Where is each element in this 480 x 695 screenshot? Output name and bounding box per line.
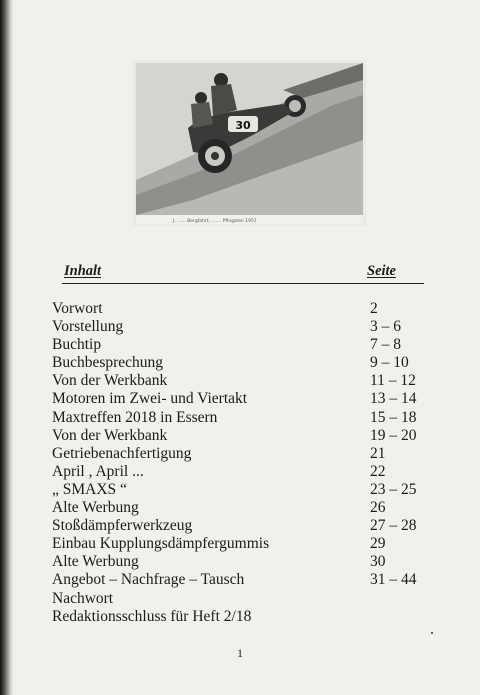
- toc-entry: [52, 445, 452, 463]
- toc-entry: [52, 499, 452, 517]
- toc-entry-title: April , April ...: [52, 462, 144, 480]
- toc-entry-page: 26: [370, 499, 386, 517]
- toc-entry-title: Getriebenachfertigung: [52, 444, 192, 462]
- page-number: 1: [237, 646, 243, 660]
- toc-entry-page: 3 – 6: [370, 318, 401, 336]
- print-speck: [431, 632, 433, 634]
- toc-entry: [52, 318, 452, 336]
- toc-entry-title: Von der Werkbank: [52, 372, 168, 390]
- toc-entry-page: 2: [370, 300, 378, 317]
- toc-entry-title: Einbau Kupplungsdämpfergummis: [52, 535, 270, 553]
- toc-entry-title: Vorstellung: [52, 318, 124, 336]
- toc-entry-title: „ SMAXS “: [52, 480, 127, 498]
- toc-header: [62, 263, 424, 284]
- toc-entry-title: Nachwort: [52, 589, 114, 607]
- toc-entry: [52, 608, 452, 626]
- toc-entry: [52, 553, 452, 571]
- toc-entry-title: Stoßdämpferwerkzeug: [52, 517, 193, 535]
- toc-entry-title: Vorwort: [52, 300, 103, 317]
- toc-entry-page: 23 – 25: [370, 480, 417, 498]
- toc-entry-title: Von der Werkbank: [52, 426, 168, 444]
- toc-entry: [52, 535, 452, 553]
- toc-entry-page: 19 – 20: [370, 426, 417, 444]
- toc-entry: [52, 517, 452, 535]
- toc-entry: [52, 300, 452, 318]
- toc-entry: [52, 481, 452, 499]
- photo-caption: J. ...... Bergfahrt, ....... Pfingsten 1957: [173, 219, 257, 224]
- toc-entry-page: 13 – 14: [370, 390, 417, 408]
- toc-entry: [52, 463, 452, 481]
- toc-entry-page: 29: [370, 535, 386, 553]
- toc-entry-title: Angebot – Nachfrage – Tausch: [52, 571, 245, 589]
- toc-entry: [52, 354, 452, 372]
- toc-entry-title: Alte Werbung: [52, 553, 139, 571]
- toc-entry-title: Motoren im Zwei- und Viertakt: [52, 390, 248, 408]
- toc-entry-page: 9 – 10: [370, 354, 409, 372]
- page-binding-edge: [0, 0, 14, 695]
- toc-entry: [52, 590, 452, 608]
- toc-entry-page: 21: [370, 444, 386, 462]
- toc-entry: [52, 372, 452, 390]
- racer-plate-number: 30: [235, 119, 251, 132]
- toc-heading-title: Inhalt: [64, 263, 102, 279]
- toc-entry: [52, 390, 452, 408]
- toc-entry-page: 7 – 8: [370, 336, 401, 354]
- toc-entry: [52, 571, 452, 589]
- toc-entry-page: 11 – 12: [370, 372, 416, 390]
- toc-entry-page: 15 – 18: [370, 408, 417, 426]
- toc-entry-page: 22: [370, 462, 386, 480]
- toc-entry-title: Redaktionsschluss für Heft 2/18: [52, 607, 252, 625]
- toc-heading-page: Seite: [367, 263, 396, 279]
- toc-entry-page: 30: [370, 553, 386, 571]
- toc-entry-page: 27 – 28: [370, 517, 417, 535]
- toc-entry-title: Buchtip: [52, 336, 102, 354]
- toc-entry-page: 31 – 44: [370, 571, 417, 589]
- toc-list: [52, 300, 452, 626]
- toc-entry: [52, 427, 452, 445]
- toc-entry: [52, 409, 452, 427]
- toc-entry: [52, 336, 452, 354]
- toc-entry-title: Alte Werbung: [52, 499, 139, 517]
- toc-entry-title: Maxtreffen 2018 in Essern: [52, 408, 218, 426]
- sidecar-race-photo: [133, 60, 366, 226]
- toc-entry-title: Buchbesprechung: [52, 354, 164, 372]
